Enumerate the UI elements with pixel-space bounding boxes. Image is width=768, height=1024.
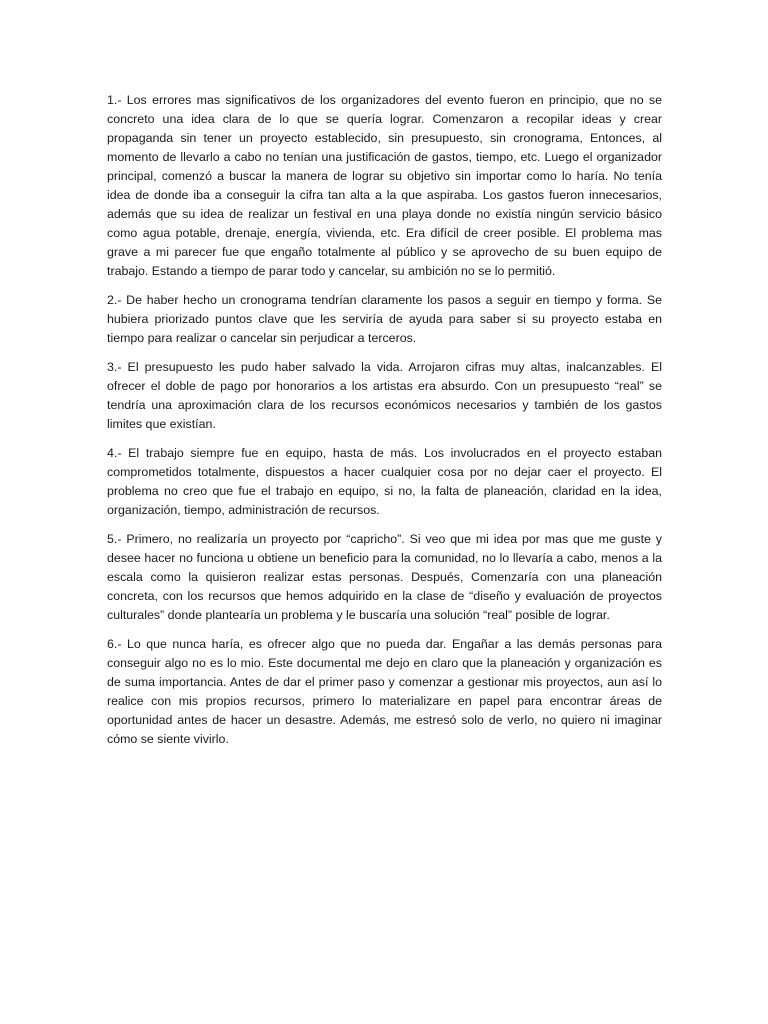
- paragraph-3: 3.- El presupuesto les pudo haber salvado la vida. Arrojaron cifras muy altas, inalcanzables. El ofrecer el doble de pago por honorarios a los artistas era absurdo. Con un presupuesto “real” se tendría una aproximación clara de los recursos económicos necesarios y también de los gastos limites que existían.: [107, 360, 662, 431]
- paragraph-6: 6.- Lo que nunca haría, es ofrecer algo que no pueda dar. Engañar a las demás personas para conseguir algo no es lo mio. Este documental me dejo en claro que la planeación y organización es de suma importancia. Antes de dar el primer paso y comenzar a gestionar mis proyectos, aun así lo realice con mis propios recursos, primero lo materializare en papel para encontrar áreas de oportunidad antes de hacer un desastre. Además, me estresó solo de verlo, no quiero ni imaginar cómo se siente vivirlo.: [107, 637, 662, 746]
- document-body: [107, 91, 662, 759]
- paragraph-4: 4.- El trabajo siempre fue en equipo, hasta de más. Los involucrados en el proyecto estaban comprometidos totalmente, dispuestos a hacer cualquier cosa por no dejar caer el proyecto. El problema no creo que fue el trabajo en equipo, si no, la falta de planeación, claridad en la idea, organización, tiempo, administración de recursos.: [107, 446, 662, 517]
- paragraph-5: 5.- Primero, no realizaría un proyecto por “capricho”. Si veo que mi idea por mas que me guste y desee hacer no funciona u obtiene un beneficio para la comunidad, no lo llevaría a cabo, menos a la escala como la quisieron realizar estas personas. Después, Comenzaría con una planeación concreta, con los recursos que hemos adquirido en la clase de “diseño y evaluación de proyectos culturales” donde plantearía un problema y le buscaría una solución “real” posible de lograr.: [107, 532, 662, 622]
- paragraph-2: 2.- De haber hecho un cronograma tendrían claramente los pasos a seguir en tiempo y forma. Se hubiera priorizado puntos clave que les serviría de ayuda para saber si su proyecto estaba en tiempo para realizar o cancelar sin perjudicar a terceros.: [107, 293, 662, 345]
- paragraph-1: 1.- Los errores mas significativos de los organizadores del evento fueron en principio, que no se concreto una idea clara de lo que se quería lograr. Comenzaron a recopilar ideas y crear propaganda sin tener un proyecto establecido, sin presupuesto, sin cronograma, Entonces, al momento de llevarlo a cabo no tenían una justificación de gastos, tiempo, etc. Luego el organizador principal, comenzó a buscar la manera de lograr su objetivo sin importar como lo haría. No tenía idea de donde iba a conseguir la cifra tan alta a la que aspiraba. Los gastos fueron innecesarios, además que su idea de realizar un festival en una playa donde no existía ningún servicio básico como agua potable, drenaje, energía, vivienda, etc. Era difícil de creer posible. El problema mas grave a mi parecer fue que engaño totalmente al público y se aprovecho de su buen equipo de trabajo. Estando a tiempo de parar todo y cancelar, su ambición no se lo permitió.: [107, 93, 662, 278]
